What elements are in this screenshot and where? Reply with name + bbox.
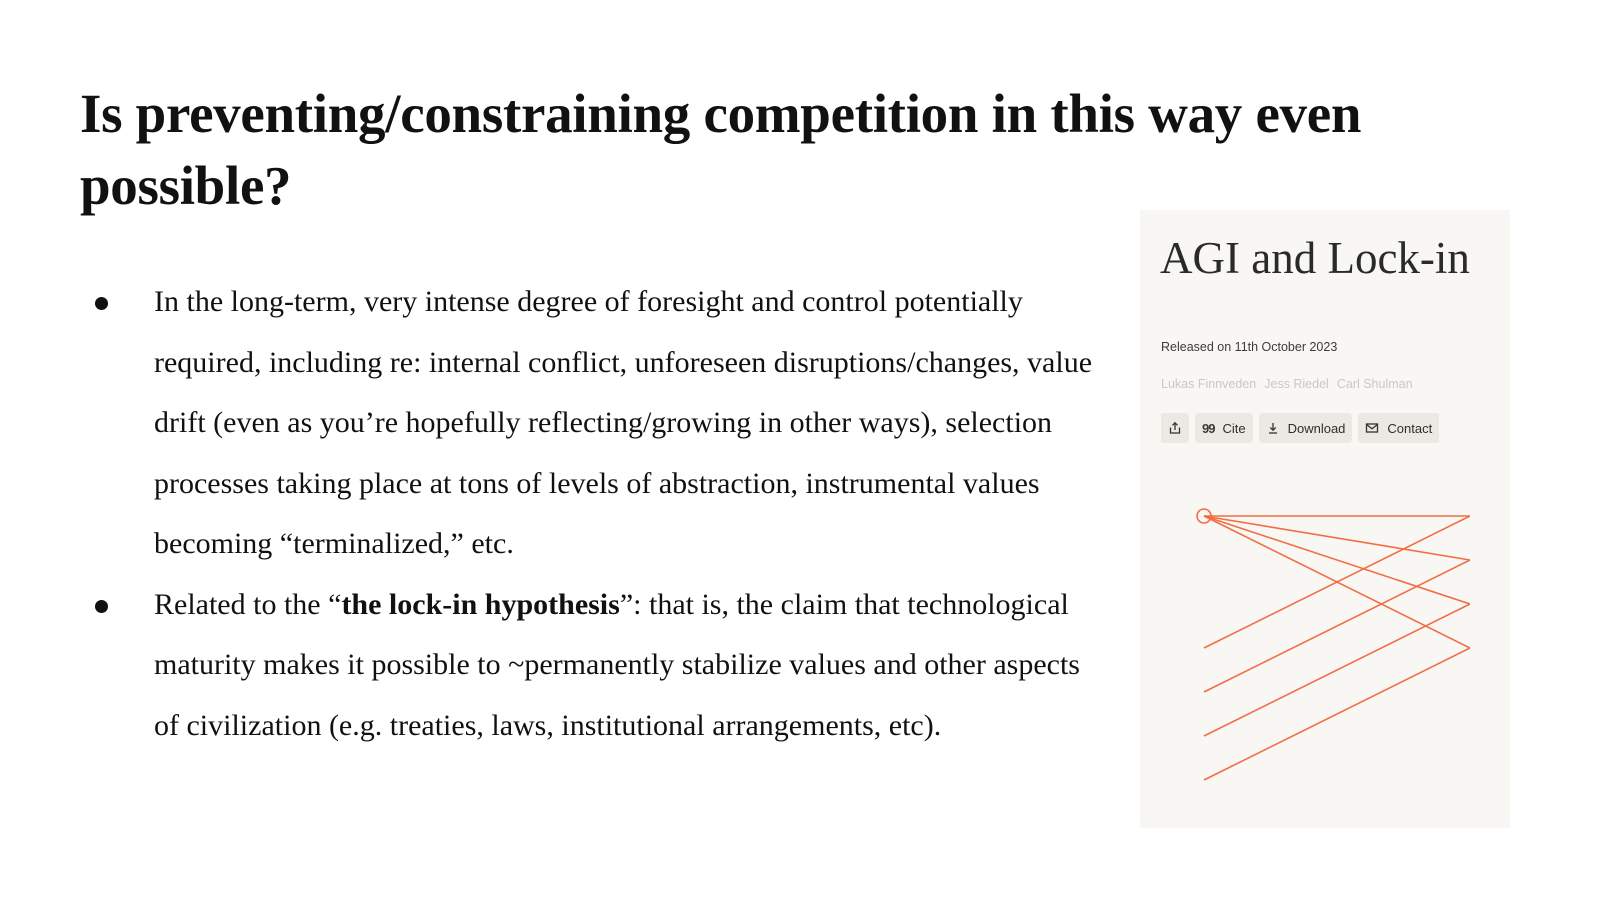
author-list (1161, 377, 1421, 391)
card-title: AGI and Lock-in (1160, 233, 1470, 283)
cite-button[interactable] (1195, 413, 1253, 443)
contact-button[interactable] (1358, 413, 1439, 443)
bullet-text-bold: the lock-in hypothesis (341, 587, 620, 621)
article-card (1140, 210, 1510, 828)
bullet-dot (95, 297, 108, 310)
art-line (1204, 604, 1470, 736)
mail-icon (1365, 421, 1379, 435)
art-line (1204, 516, 1470, 604)
slide-title: Is preventing/constraining competition in this way even possible? (80, 83, 1362, 216)
download-button[interactable] (1259, 413, 1353, 443)
bullet-list (90, 272, 1100, 756)
download-label: Download (1287, 420, 1346, 436)
bullet-dot (95, 600, 108, 613)
art-line (1204, 516, 1470, 560)
author-name[interactable]: Lukas Finnveden (1161, 377, 1257, 391)
bullet-text-lead: Related to the “ (154, 587, 342, 621)
art-line (1204, 560, 1470, 692)
author-name[interactable]: Jess Riedel (1264, 377, 1329, 391)
bullet-item-2 (90, 575, 1100, 757)
share-button[interactable] (1161, 413, 1189, 443)
release-date: Released on 11th October 2023 (1161, 340, 1338, 354)
share-icon (1168, 421, 1182, 435)
author-name[interactable]: Carl Shulman (1336, 377, 1413, 391)
contact-label: Contact (1387, 420, 1433, 436)
cite-label: Cite (1222, 420, 1246, 436)
bullet-item-1 (90, 272, 1100, 575)
art-line (1204, 648, 1470, 780)
card-actions (1161, 413, 1439, 443)
bullet-text-tail: ”: that is, the claim that technological maturity makes it possible to ~permanently stabilize values and other aspects of civilization (e.g. treaties, laws, institutional arrangements, etc). (154, 587, 1080, 742)
download-icon (1266, 421, 1280, 435)
quote-icon: 99 (1202, 420, 1215, 436)
lock-in-illustration (1190, 506, 1470, 786)
bullet-text: In the long-term, very intense degree of foresight and control potentially required, including re: internal conflict, unforeseen disruptions/changes, value drift (even as you’re hopefully reflecting/growing in other ways), selection processes taking place at tons of levels of abstraction, instrumental values becoming “terminalized,” etc. (154, 285, 1093, 560)
